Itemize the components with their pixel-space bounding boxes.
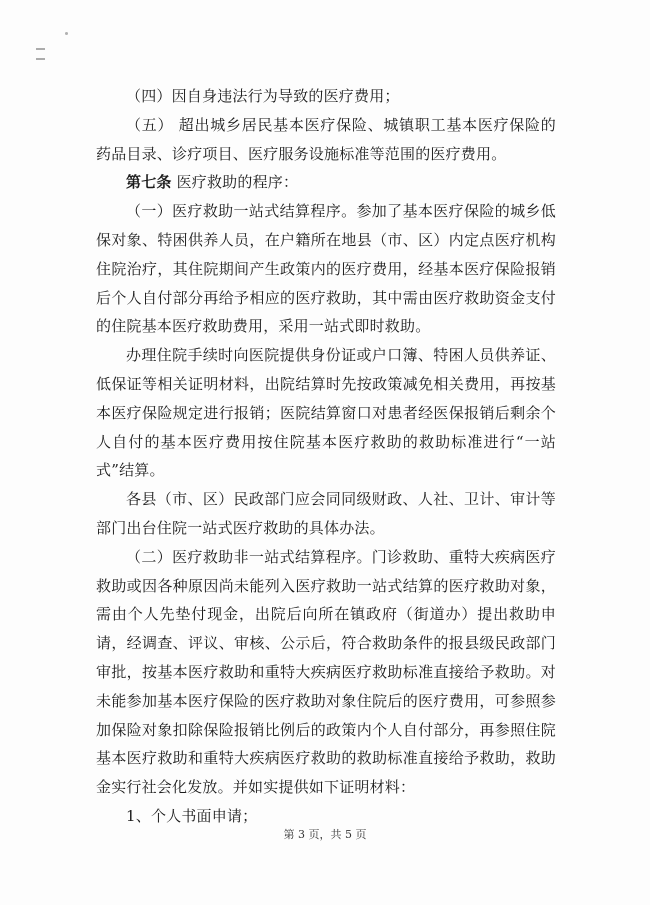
document-body xyxy=(96,82,556,831)
procedure-one-stop: （一）医疗救助一站式结算程序。参加了基本医疗保险的城乡低保对象、特困供养人员，在户籍所在地县（市、区）内定点医疗机构住院治疗，其住院期间产生政策内的医疗费用，经基本医疗保险报销后个人自付部分再给予相应的医疗救助，其中需由医疗救助资金支付的住院基本医疗救助费用，采用一站式即时救助。 xyxy=(96,202,556,336)
page-number: 第 3 页，共 5 页 xyxy=(283,828,367,841)
clause-4: （四）因自身违法行为导致的医疗费用； xyxy=(126,87,400,105)
article-7-heading xyxy=(96,168,556,197)
binding-mark xyxy=(36,48,45,60)
article-title: 医疗救助的程序： xyxy=(171,173,299,192)
admission-procedure: 办理住院手续时向医院提供身份证或户口簿、特困人员供养证、低保证等相关证明材料，出院结算时先按政策减免相关费用，再按基本医疗保险规定进行报销；医院结算窗口对患者经医保报销后剩余个人自付的基本医疗费用按住院基本医疗救助的救助标准进行“一站式”结算。 xyxy=(96,346,556,480)
scan-speck xyxy=(65,32,68,35)
material-item-1: 1、个人书面申请； xyxy=(126,806,258,825)
procedure-non-one-stop: （二）医疗救助非一站式结算程序。门诊救助、重特大疾病医疗救助或因各种原因尚未能列入医疗救助一站式结算的医疗救助对象，需由个人先垫付现金，出院后向所在镇政府（街道办）提出救助申请，经调查、评议、审核、公示后，符合救助条件的报县级民政部门审批，按基本医疗救助和重特大疾病医疗救助标准直接给予救助。对未能参加基本医疗保险的医疗救助对象住院后的医疗费用，可参照参加保险对象扣除保险报销比例后的政策内个人自付部分，再参照住院基本医疗救助和重特大疾病医疗救助的救助标准直接给予救助，救助金实行社会化发放。并如实提供如下证明材料： xyxy=(96,547,556,797)
article-number: 第七条 xyxy=(126,173,172,192)
clause-5: （五） 超出城乡居民基本医疗保险、城镇职工基本医疗保险的药品目录、诊疗项目、医疗服务设施标准等范围的医疗费用。 xyxy=(96,115,556,163)
county-measures: 各县（市、区）民政部门应会同同级财政、人社、卫计、审计等部门出台住院一站式医疗救助的具体办法。 xyxy=(96,490,556,537)
